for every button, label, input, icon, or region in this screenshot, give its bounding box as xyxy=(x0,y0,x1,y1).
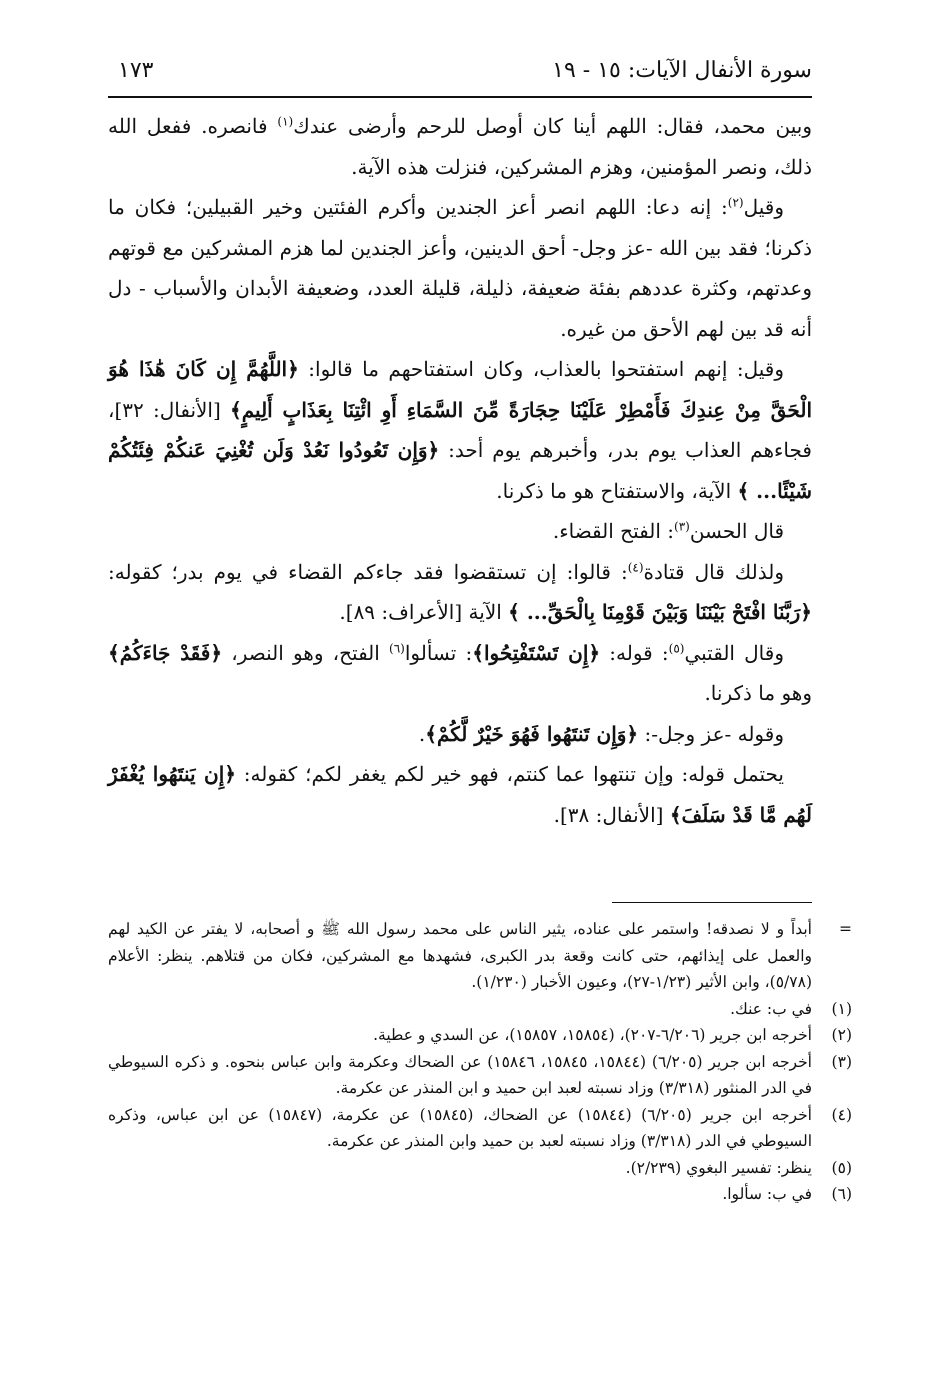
text-segment: : إنه دعا: اللهم انصر أعز الجندين وأكرم الفئتين وخير القبيلين؛ فكان ما ذكرنا؛ فقد بين الله -عز وجل- أحق الدينين، وأعز الجندين لما هزم المشركين مع قوتهم وعدتهم، وكثرة عددهم بفئة ضعيفة، ذليلة، قليلة العدد، وضعيفة الأبدان والأسباب - دل أنه قد بين لهم الأحق من غيره. xyxy=(108,195,812,341)
footnote-text: ينظر: تفسير البغوي (٢/٢٣٩). xyxy=(625,1158,812,1177)
text-segment: . xyxy=(418,721,426,746)
footnote-marker: = xyxy=(839,920,852,938)
footnote-text: أبداً و لا نصدقه! واستمر على عناده، يثير الناس على محمد رسول الله ﷺ و أصحابه، لا يفتر عن الكيد لهم والعمل على إيذائهم، حتى كانت وقعة بدر الكبرى، فشهدها مع المشركين، فكان من قتلاهم. ينظر: الأعلام (٥/٧٨)، وابن الأثير (١/٢٣-٢٧)، وعيون الأخبار (١/٢٣٠). xyxy=(108,920,812,991)
text-segment: الآية، والاستفتاح هو ما ذكرنا. xyxy=(496,478,738,503)
footnote-separator xyxy=(612,902,812,903)
footnote-ref-6: (٦) xyxy=(389,640,405,655)
text-segment: وقيل: إنهم استفتحوا بالعذاب، وكان استفتاحهم ما قالوا: xyxy=(298,357,784,381)
quran-verse: ﴿إِن يَنتَهُوا يُغْفَرْ لَهُم مَّا قَدْ سَلَفَ﴾ xyxy=(108,762,812,827)
paragraph-1 xyxy=(108,106,812,187)
text-segment: ولذلك قال قتادة xyxy=(643,559,784,584)
footnote-text: أخرجه ابن جرير (٦/٢٠٦-٢٠٧)، (١٥٨٥٤، ١٥٨٥٧)، عن السدي و عطية. xyxy=(373,1026,812,1044)
footnote-number: (٦) xyxy=(831,1185,852,1203)
text-segment: : قالوا: إن تستقضوا فقد جاءكم القضاء في يوم بدر؛ كقوله: xyxy=(108,559,628,584)
footnote-number: (٣) xyxy=(831,1052,852,1071)
text-segment: الآية [الأعراف: ٨٩]. xyxy=(339,600,509,624)
footnote-ref-4: (٤) xyxy=(627,559,644,574)
paragraph-4 xyxy=(108,511,812,552)
text-segment: الفتح، وهو النصر، xyxy=(222,640,390,665)
footnote-ref-3: (٣) xyxy=(674,519,690,534)
footnote-text: في ب: سألوا. xyxy=(722,1185,812,1203)
text-segment: وقوله -عز وجل-: xyxy=(638,721,784,746)
text-segment: وبين محمد، فقال: اللهم أينا كان أوصل للرحم وأرضى عندك xyxy=(293,114,812,138)
quran-verse: ﴿فَقَدْ جَاءَكُمُ﴾ xyxy=(108,640,223,665)
text-segment: وهو ما ذكرنا. xyxy=(704,681,812,705)
quran-verse: ﴿اللَّهُمَّ إِن كَانَ هَٰذَا هُوَ الْحَقَّ مِنْ عِندِكَ فَأَمْطِرْ عَلَيْنَا حِجَارَةً مِّنَ السَّمَاءِ أَوِ ائْتِنَا بِعَذَابٍ أَلِيمٍ﴾ xyxy=(108,357,812,422)
footnote-number: (٤) xyxy=(831,1105,852,1124)
footnote-text: في ب: عنك. xyxy=(730,999,812,1018)
footnote-1 xyxy=(108,996,852,1023)
quran-verse: ﴿رَبَّنَا افْتَحْ بَيْنَنَا وَبَيْنَ قَوْمِنَا بِالْحَقِّ... ﴾ xyxy=(508,600,812,624)
quran-verse: ﴿إِن تَسْتَفْتِحُوا﴾ xyxy=(472,640,601,665)
text-segment: قال الحسن xyxy=(689,519,784,543)
text-segment: وقال القتبي xyxy=(684,640,784,665)
paragraph-6 xyxy=(108,633,812,714)
footnote-4 xyxy=(108,1102,852,1155)
quran-verse: ﴿وَإِن تَنتَهُوا فَهُوَ خَيْرٌ لَّكُمْ﴾ xyxy=(425,721,639,746)
text-segment: وقيل xyxy=(743,195,784,219)
text-segment: : قوله: xyxy=(600,640,669,665)
footnote-continuation xyxy=(108,916,852,996)
paragraph-7 xyxy=(108,714,812,755)
paragraph-2 xyxy=(108,187,812,349)
page-number: ١٧٣ xyxy=(118,58,154,83)
text-segment: : تسألوا xyxy=(404,640,473,665)
text-segment: [الأنفال: ٣٢]، فجاءهم العذاب يوم بدر، وأخبرهم يوم أحد: xyxy=(108,397,812,462)
footnote-ref-1: (١) xyxy=(277,114,294,129)
footnote-ref-5: (٥) xyxy=(668,640,685,655)
footnote-number: (٢) xyxy=(831,1026,852,1044)
footnote-ref-2: (٢) xyxy=(727,195,744,210)
footnote-number: (١) xyxy=(831,999,852,1018)
footnotes xyxy=(108,916,852,1208)
paragraph-3 xyxy=(108,349,812,511)
footnote-2 xyxy=(108,1022,852,1049)
text-segment: يحتمل قوله: وإن تنتهوا عما كنتم، فهو خير لكم يغفر لكم؛ كقوله: xyxy=(235,762,784,786)
footnote-number: (٥) xyxy=(831,1158,852,1177)
footnote-text: أخرجه ابن جرير (٦/٢٠٥) (١٥٨٤٤، ١٥٨٤٥، ١٥٨٤٦) عن الضحاك وعكرمة وابن عباس بنحوه. و ذكره السيوطي في الدر المنثور (٣/٣١٨) وزاد نسبته لعبد ابن حميد و ابن المنذر عن عكرمة. xyxy=(108,1052,812,1097)
text-segment: : الفتح القضاء. xyxy=(552,519,674,543)
paragraph-8 xyxy=(108,754,812,835)
page-header xyxy=(108,56,812,98)
quran-verse: ﴿وَإِن تَعُودُوا نَعُدْ وَلَن تُغْنِيَ عَنكُمْ فِئَتُكُمْ شَيْئًا... ﴾ xyxy=(108,438,812,503)
footnote-5 xyxy=(108,1155,852,1182)
footnote-6 xyxy=(108,1181,852,1208)
footnote-text: أخرجه ابن جرير (٦/٢٠٥) (١٥٨٤٤) عن الضحاك، (١٥٨٤٥) عن عكرمة، (١٥٨٤٧) عن ابن عباس، وذكره السيوطي في الدر (٣/٣١٨) وزاد نسبته لعبد بن حميد وابن المنذر عن عكرمة. xyxy=(108,1105,812,1150)
text-segment: فانصره. ففعل الله ذلك، ونصر المؤمنين، وهزم المشركين، فنزلت هذه الآية. xyxy=(108,114,812,179)
text-segment: [الأنفال: ٣٨]. xyxy=(553,802,670,827)
footnote-3 xyxy=(108,1049,852,1102)
main-text xyxy=(108,106,812,835)
paragraph-5 xyxy=(108,552,812,633)
running-title: سورة الأنفال الآيات: ١٥ - ١٩ xyxy=(552,58,812,83)
